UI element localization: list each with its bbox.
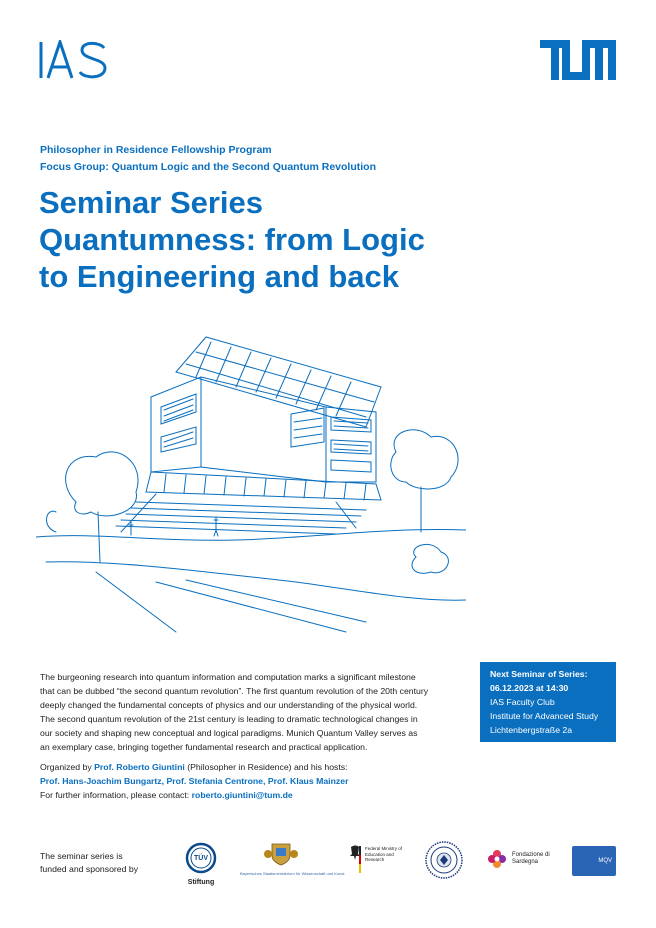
bavarian-ministry-label: Bayerisches Staatsministerium für Wissenschaft und Kunst xyxy=(240,871,345,876)
description-line: deeply changed the fundamental concepts of physics and our understanding of the physical world. xyxy=(40,700,418,710)
organizers-block xyxy=(40,760,348,802)
organizer-name: Prof. Roberto Giuntini xyxy=(94,762,185,772)
page-title xyxy=(39,184,425,295)
program-subtitle: Philosopher in Residence Fellowship Program xyxy=(40,144,272,156)
sardegna-flower-icon xyxy=(486,848,508,870)
focus-group-subtitle: Focus Group: Quantum Logic and the Second Quantum Revolution xyxy=(40,161,376,173)
description-line: an exemplary case, bringing together fundamental research and practical application. xyxy=(40,742,368,752)
organized-by-line xyxy=(40,760,348,774)
bavarian-ministry-logo xyxy=(240,842,345,878)
tuv-stiftung-logo xyxy=(184,842,218,884)
bmbf-logo xyxy=(348,844,408,874)
organized-by-prefix: Organized by xyxy=(40,762,95,772)
description-line: The burgeoning research into quantum information and computation marks a significant milestone xyxy=(40,672,416,682)
tum-logo xyxy=(540,40,616,80)
next-seminar-address: Lichtenbergstraße 2a xyxy=(490,725,573,735)
next-seminar-box xyxy=(480,662,616,742)
contact-line xyxy=(40,788,348,802)
sardegna-label: Fondazione di Sardegna xyxy=(512,852,550,865)
contact-prefix: For further information, please contact: xyxy=(40,790,192,800)
bmbf-label: Federal Ministry of Education and Research xyxy=(365,846,403,862)
next-seminar-institute: Institute for Advanced Study xyxy=(490,711,599,721)
title-line-3: to Engineering and back xyxy=(39,259,399,294)
organized-by-suffix: (Philosopher in Residence) and his hosts: xyxy=(184,762,348,772)
next-seminar-heading: Next Seminar of Series: xyxy=(490,669,588,679)
contact-email-link[interactable]: roberto.giuntini@tum.de xyxy=(191,790,293,800)
bavarian-coat-of-arms-icon xyxy=(240,842,322,866)
university-seal-icon xyxy=(424,840,464,880)
mqv-logo xyxy=(572,846,616,876)
next-seminar-venue: IAS Faculty Club xyxy=(490,697,555,707)
ias-logo xyxy=(38,40,108,80)
description-line: that can be dubbed “the second quantum revolution”. The first quantum revolution of the 20th century xyxy=(40,686,429,696)
mqv-label: MQV xyxy=(598,858,612,864)
building-sketch-illustration xyxy=(36,332,466,637)
title-line-1: Seminar Series xyxy=(39,185,264,220)
hosts-line: Prof. Hans-Joachim Bungartz, Prof. Stefania Centrone, Prof. Klaus Mainzer xyxy=(40,776,349,786)
tuv-stiftung-label: Stiftung xyxy=(187,879,215,886)
funded-line-2: funded and sponsored by xyxy=(40,864,139,874)
fondazione-sardegna-logo xyxy=(486,848,556,872)
tuv-seal-text: TÜV xyxy=(194,855,208,862)
funded-line-1: The seminar series is xyxy=(40,851,123,861)
title-line-2: Quantumness: from Logic xyxy=(39,222,425,257)
description-line: The second quantum revolution of the 21st century is leading to dramatic technological changes in xyxy=(40,714,418,724)
description-paragraph xyxy=(40,670,470,754)
german-eagle-icon xyxy=(348,844,362,874)
next-seminar-datetime: 06.12.2023 at 14:30 xyxy=(490,683,569,693)
tuv-seal-icon xyxy=(184,842,218,874)
description-line: our society and shaping new conceptual and logical paradigms. Munich Quantum Valley serves as xyxy=(40,728,418,738)
funded-by-text xyxy=(40,850,138,876)
